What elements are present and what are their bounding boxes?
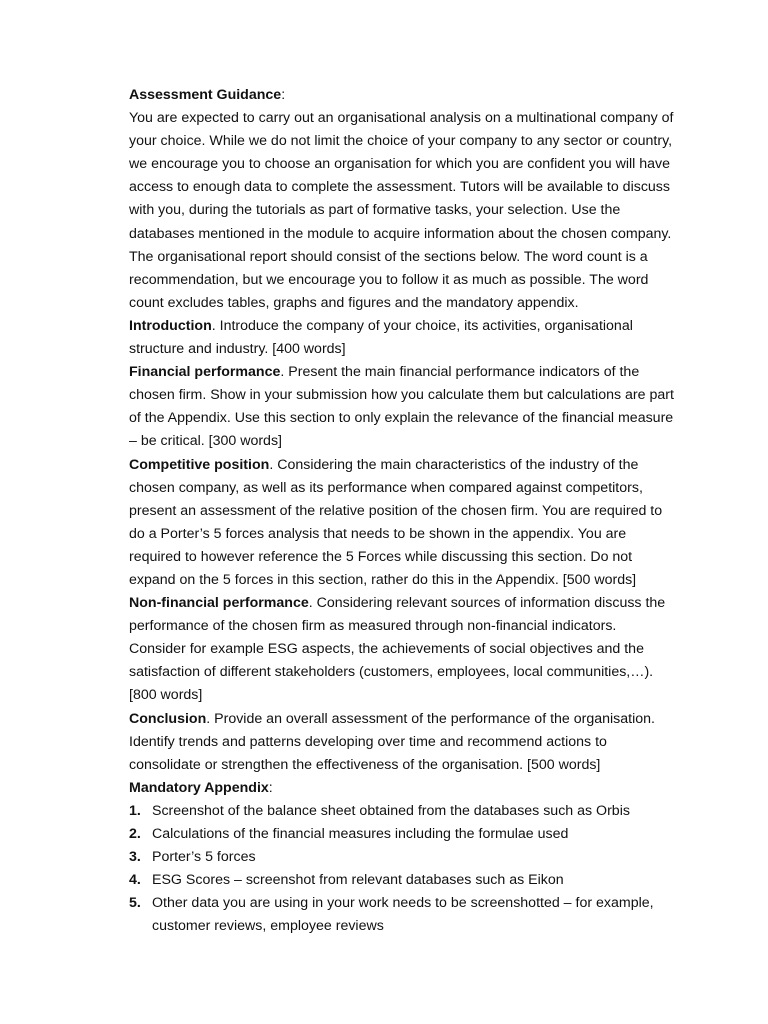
appendix-item-text: Screenshot of the balance sheet obtained from the databases such as Orbis bbox=[152, 802, 630, 819]
section-text-introduction: . Introduce the company of your choice, its activities, organisational structure and industry. [400 words] bbox=[129, 317, 633, 358]
appendix-item-number: 5. bbox=[129, 895, 141, 912]
appendix-item-text: ESG Scores – screenshot from relevant databases such as Eikon bbox=[152, 872, 564, 889]
guidance-body: You are expected to carry out an organisational analysis on a multinational company of your choice. While we do not limit the choice of your company to any sector or country, we encourage you to choose an organisation for which you are confident you will have access to enough data to complete the assessment. Tutors will be available to discuss with you, during the tutorials as part of formative tasks, your selection. Use the databases mentioned in the module to acquire information about the chosen company. The organisational report should consist of the sections below. The word count is a recommendation, but we encourage you to follow it as much as possible. The word count excludes tables, graphs and figures and the mandatory appendix. bbox=[129, 110, 674, 311]
appendix-item-text: Other data you are using in your work needs to be screenshotted – for example, customer reviews, employee reviews bbox=[152, 895, 654, 935]
section-financial-performance bbox=[129, 361, 677, 453]
section-heading-competitive-position: Competitive position bbox=[129, 456, 270, 473]
appendix-item bbox=[129, 800, 677, 823]
section-text-competitive-position: . Considering the main characteristics of the industry of the chosen company, as well as its performance when compared against competitors, present an assessment of the relative position of the chosen firm. You are required to do a Porter’s 5 forces analysis that needs to be shown in the appendix. You are required to however reference the 5 Forces while discussing this section. Do not expand on the 5 forces in this section, rather do this in the Appendix. [500 words] bbox=[129, 456, 663, 588]
appendix-item-text: Porter’s 5 forces bbox=[152, 849, 256, 866]
section-competitive-position bbox=[129, 454, 677, 593]
section-heading-conclusion: Conclusion bbox=[129, 710, 207, 727]
guidance-heading: Assessment Guidance bbox=[129, 87, 282, 103]
appendix-heading-line bbox=[129, 777, 677, 800]
document-page bbox=[129, 84, 677, 938]
section-text-conclusion: . Provide an overall assessment of the performance of the organisation. Identify trends and patterns developing over time and recommend actions to consolidate or strengthen the effectiveness of the organisation. [500 words] bbox=[129, 710, 655, 773]
appendix-item-number: 3. bbox=[129, 849, 141, 866]
section-heading-non-financial-performance: Non-financial performance bbox=[129, 595, 309, 612]
section-conclusion bbox=[129, 708, 677, 777]
section-heading-financial-performance: Financial performance bbox=[129, 364, 281, 381]
section-introduction bbox=[129, 315, 677, 361]
appendix-heading-colon: : bbox=[268, 779, 273, 796]
section-heading-introduction: Introduction bbox=[129, 317, 212, 334]
appendix-heading: Mandatory Appendix bbox=[129, 779, 269, 796]
appendix-item-number: 1. bbox=[129, 802, 141, 819]
section-text-non-financial-performance: . Considering relevant sources of information discuss the performance of the chosen firm as measured through non-financial indicators. Consider for example ESG aspects, the achievements of social objectives and the satisfaction of different stakeholders (customers, employees, local communities,…). [800 words] bbox=[129, 595, 666, 704]
appendix-list bbox=[129, 800, 677, 939]
appendix-item-number: 4. bbox=[129, 872, 141, 889]
appendix-item bbox=[129, 846, 677, 869]
appendix-item-text: Calculations of the financial measures including the formulae used bbox=[152, 826, 569, 842]
section-text-financial-performance: . Present the main financial performance indicators of the chosen firm. Show in your submission how you calculate them but calculations are part of the Appendix. Use this section to only explain the relevance of the financial measure – be critical. [300 words] bbox=[129, 364, 674, 450]
guidance-heading-colon: : bbox=[281, 87, 286, 103]
appendix-item-number: 2. bbox=[129, 826, 141, 842]
appendix-item bbox=[129, 869, 677, 892]
appendix-item bbox=[129, 823, 677, 846]
appendix-item bbox=[129, 892, 677, 938]
section-non-financial-performance bbox=[129, 592, 677, 707]
guidance-heading-line bbox=[129, 84, 677, 107]
